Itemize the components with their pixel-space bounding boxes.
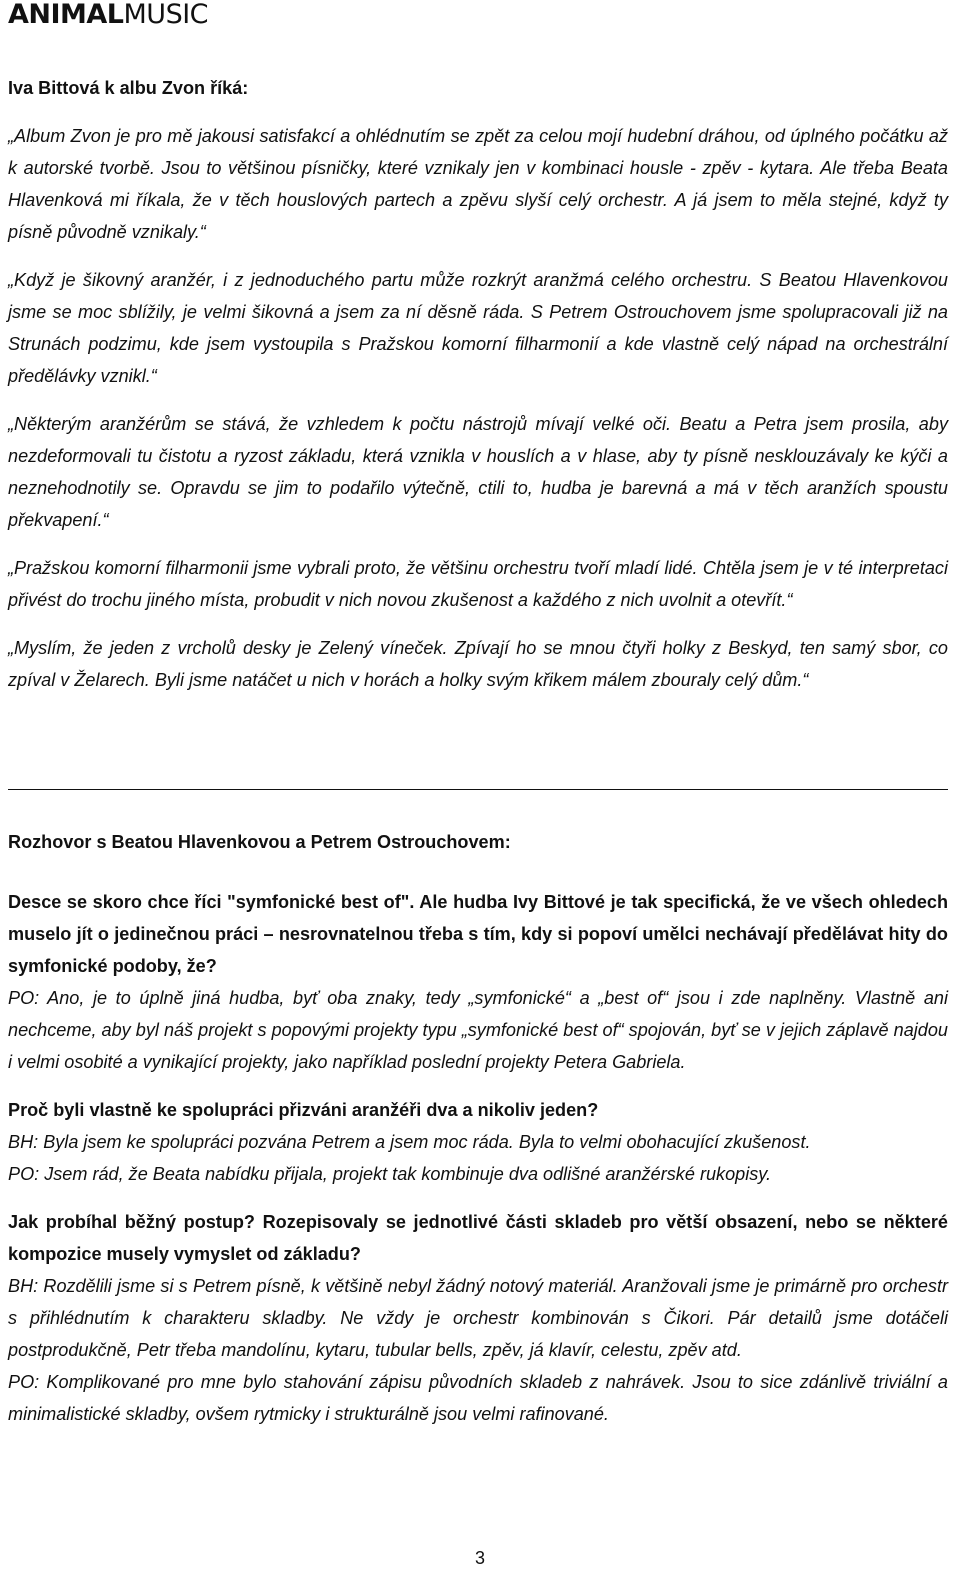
animal-music-logo	[8, 0, 208, 30]
interview-answer: PO: Komplikované pro mne bylo stahování zápisu původních skladeb z nahrávek. Jsou to sice zdánlivě triviální a minimalistické skladby, ovšem rytmicky i strukturálně jsou velmi rafinované.	[8, 1372, 948, 1424]
interview-answer: BH: Byla jsem ke spolupráci pozvána Petrem a jsem moc ráda. Byla to velmi obohacující zkušenost.	[8, 1132, 811, 1152]
quote-paragraph: „Když je šikovný aranžér, i z jednoduchého partu může rozkrýt aranžmá celého orchestru. S Beatou Hlavenkovou jsme se moc sblížily, je velmi šikovná a jsem za ní děsně ráda. S Petrem Ostrouchovem jsme spolupracovali již na Strunách podzimu, kde jsem vystoupila s Pražskou komorní filharmonií a kde vlastně celý nápad na orchestrální předělávky vznikl.“	[8, 270, 948, 386]
interview-answer: PO: Jsem rád, že Beata nabídku přijala, projekt tak kombinuje dva odlišné aranžérské rukopisy.	[8, 1164, 772, 1184]
interview-question: Proč byli vlastně ke spolupráci přizváni aranžéři dva a nikoliv jeden?	[8, 1100, 599, 1120]
quote-paragraph: „Některým aranžérům se stává, že vzhledem k počtu nástrojů mívají velké oči. Beatu a Petra jsem prosila, aby nezdeformovali tu čistotu a ryzost základu, která vznikla v houslích a v hlase, aby ty písně nesklouzávaly ke kýči a neznehodnotily se. Opravdu se jim to podařilo výtečně, ctili to, hudba je barevná a má v těch aranžích spoustu překvapení.“	[8, 414, 948, 530]
interview-body	[8, 826, 948, 1430]
interview-answer: BH: Rozdělili jsme si s Petrem písně, k většině nebyl žádný notový materiál. Aranžovali jsme je primárně pro orchestr s přihlédnutím k charakteru skladby. Ne vždy je orchestr kombinován s Čikori. Pár detailů jsme dotáčeli postprodukčně, Petr třeba mandolínu, kytaru, tubular bells, zpěv, já klavír, celestu, zpěv atd.	[8, 1276, 948, 1360]
section-divider	[8, 789, 948, 790]
interview-question: Jak probíhal běžný postup? Rozepisovaly se jednotlivé části skladeb pro větší obsazení, nebo se některé kompozice musely vymyslet od základu?	[8, 1212, 948, 1264]
quote-paragraph: „Album Zvon je pro mě jakousi satisfakcí a ohlédnutím se zpět za celou mojí hudební dráhou, od úplného počátku až k autorské tvorbě. Jsou to většinou písničky, které vznikaly jen v kombinaci housle - zpěv - kytara. Ale třeba Beata Hlavenková mi říkala, že v těch houslových partech a zpěvu slyší celý orchestr. A já jsem to měla stejné, když ty písně původně vznikaly.“	[8, 126, 948, 242]
interview-question: Desce se skoro chce říci "symfonické best of". Ale hudba Ivy Bittové je tak specifická, že ve všech ohledech muselo jít o jedinečnou práci – nesrovnatelnou třeba s tím, kdy si popoví umělci nechávají předělávat hity do symfonické podoby, že?	[8, 892, 948, 976]
document-body	[8, 72, 948, 696]
logo-bold-part: ANIMAL	[8, 0, 124, 30]
quote-paragraph: „Myslím, že jeden z vrcholů desky je Zelený víneček. Zpívají ho se mnou čtyři holky z Beskyd, ten samý sbor, co zpíval v Želarech. Byli jsme natáčet u nich v horách a holky svým křikem málem zbouraly celý dům.“	[8, 638, 948, 690]
page-number: 3	[474, 1548, 485, 1568]
interview-answer: PO: Ano, je to úplně jiná hudba, byť oba znaky, tedy „symfonické“ a „best of“ jsou i zde naplněny. Vlastně ani nechceme, aby byl náš projekt s popovými projekty typu „symfonické best of“ spojován, byť se v jejich záplavě najdou i velmi osobité a vynikající projekty, jako například poslední projekty Petera Gabriela.	[8, 988, 948, 1072]
section-heading-interview: Rozhovor s Beatou Hlavenkovou a Petrem Ostrouchovem:	[8, 832, 511, 852]
quote-paragraph: „Pražskou komorní filharmonii jsme vybrali proto, že většinu orchestru tvoří mladí lidé. Chtěla jsem je v té interpretaci přivést do trochu jiného místa, probudit v nich novou zkušenost a každého z nich uvolnit a otevřít.“	[8, 558, 948, 610]
section-heading-iva: Iva Bittová k albu Zvon říká:	[8, 78, 249, 98]
logo-light-part: MUSIC	[123, 0, 209, 30]
